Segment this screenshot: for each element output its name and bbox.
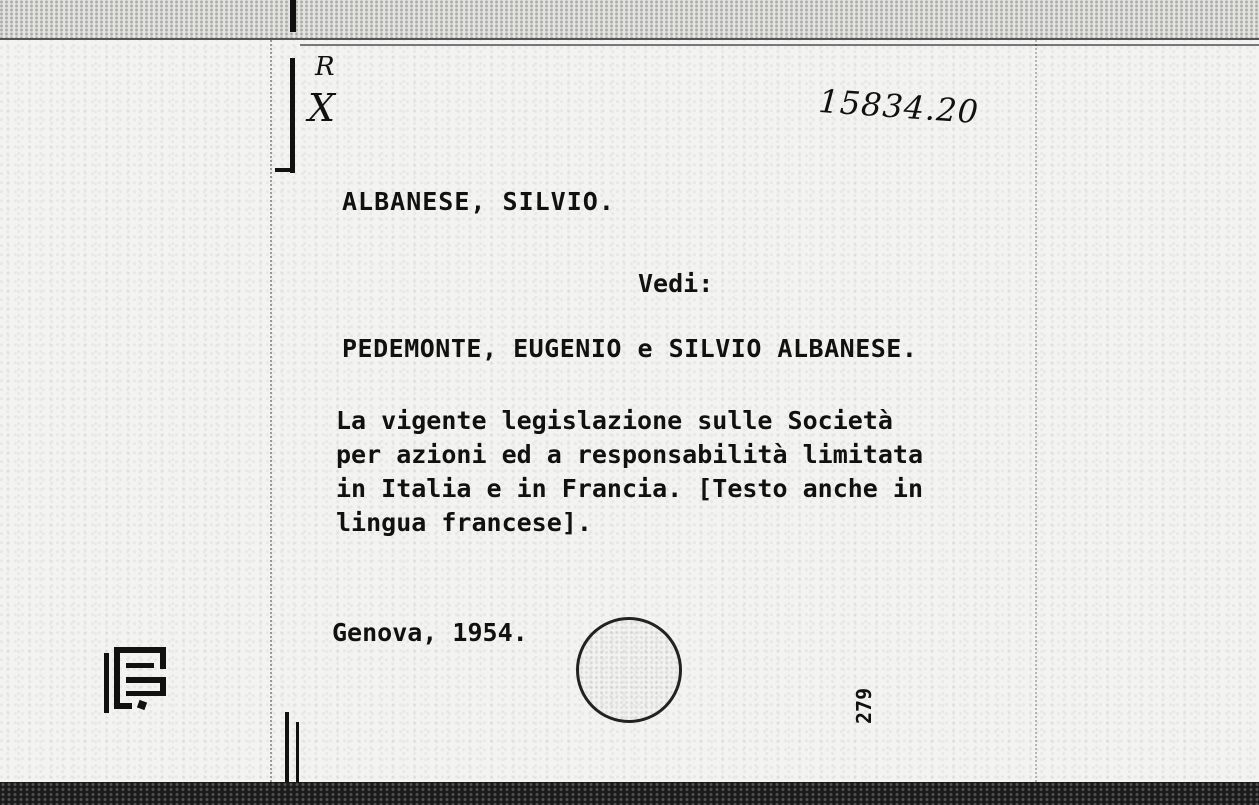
f-logo-icon bbox=[98, 643, 173, 718]
bracket-vertical bbox=[290, 58, 295, 173]
author-heading: ALBANESE, SILVIO. bbox=[342, 187, 615, 216]
top-edge-band bbox=[0, 0, 1259, 40]
title-line: in Italia e in Francia. [Testo anche in bbox=[336, 474, 923, 503]
title-line: per azioni ed a responsabilità limitata bbox=[336, 440, 923, 469]
bottom-edge-band bbox=[0, 782, 1259, 805]
bracket-foot bbox=[275, 168, 295, 172]
imprint: Genova, 1954. bbox=[332, 618, 528, 647]
see-label: Vedi: bbox=[638, 269, 714, 298]
top-rule bbox=[0, 38, 1259, 40]
title-line: lingua francese]. bbox=[336, 508, 592, 537]
see-entry: PEDEMONTE, EUGENIO e SILVIO ALBANESE. bbox=[342, 334, 918, 363]
bottom-left-bar bbox=[285, 712, 289, 784]
bottom-left-bar-secondary bbox=[296, 722, 299, 784]
title-block bbox=[336, 404, 996, 540]
circle-stamp-icon bbox=[576, 617, 682, 723]
catalog-number: 15834.20 bbox=[817, 82, 981, 132]
bracket-top-bar bbox=[290, 0, 296, 32]
title-line: La vigente legislazione sulle Società bbox=[336, 406, 893, 435]
vertical-number: 279 bbox=[852, 687, 876, 724]
top-rule-secondary bbox=[300, 44, 1259, 46]
handwritten-mark-r: R bbox=[315, 52, 335, 82]
left-margin-line bbox=[270, 40, 272, 782]
handwritten-mark-x: X bbox=[308, 86, 336, 130]
right-margin-line bbox=[1035, 40, 1037, 782]
